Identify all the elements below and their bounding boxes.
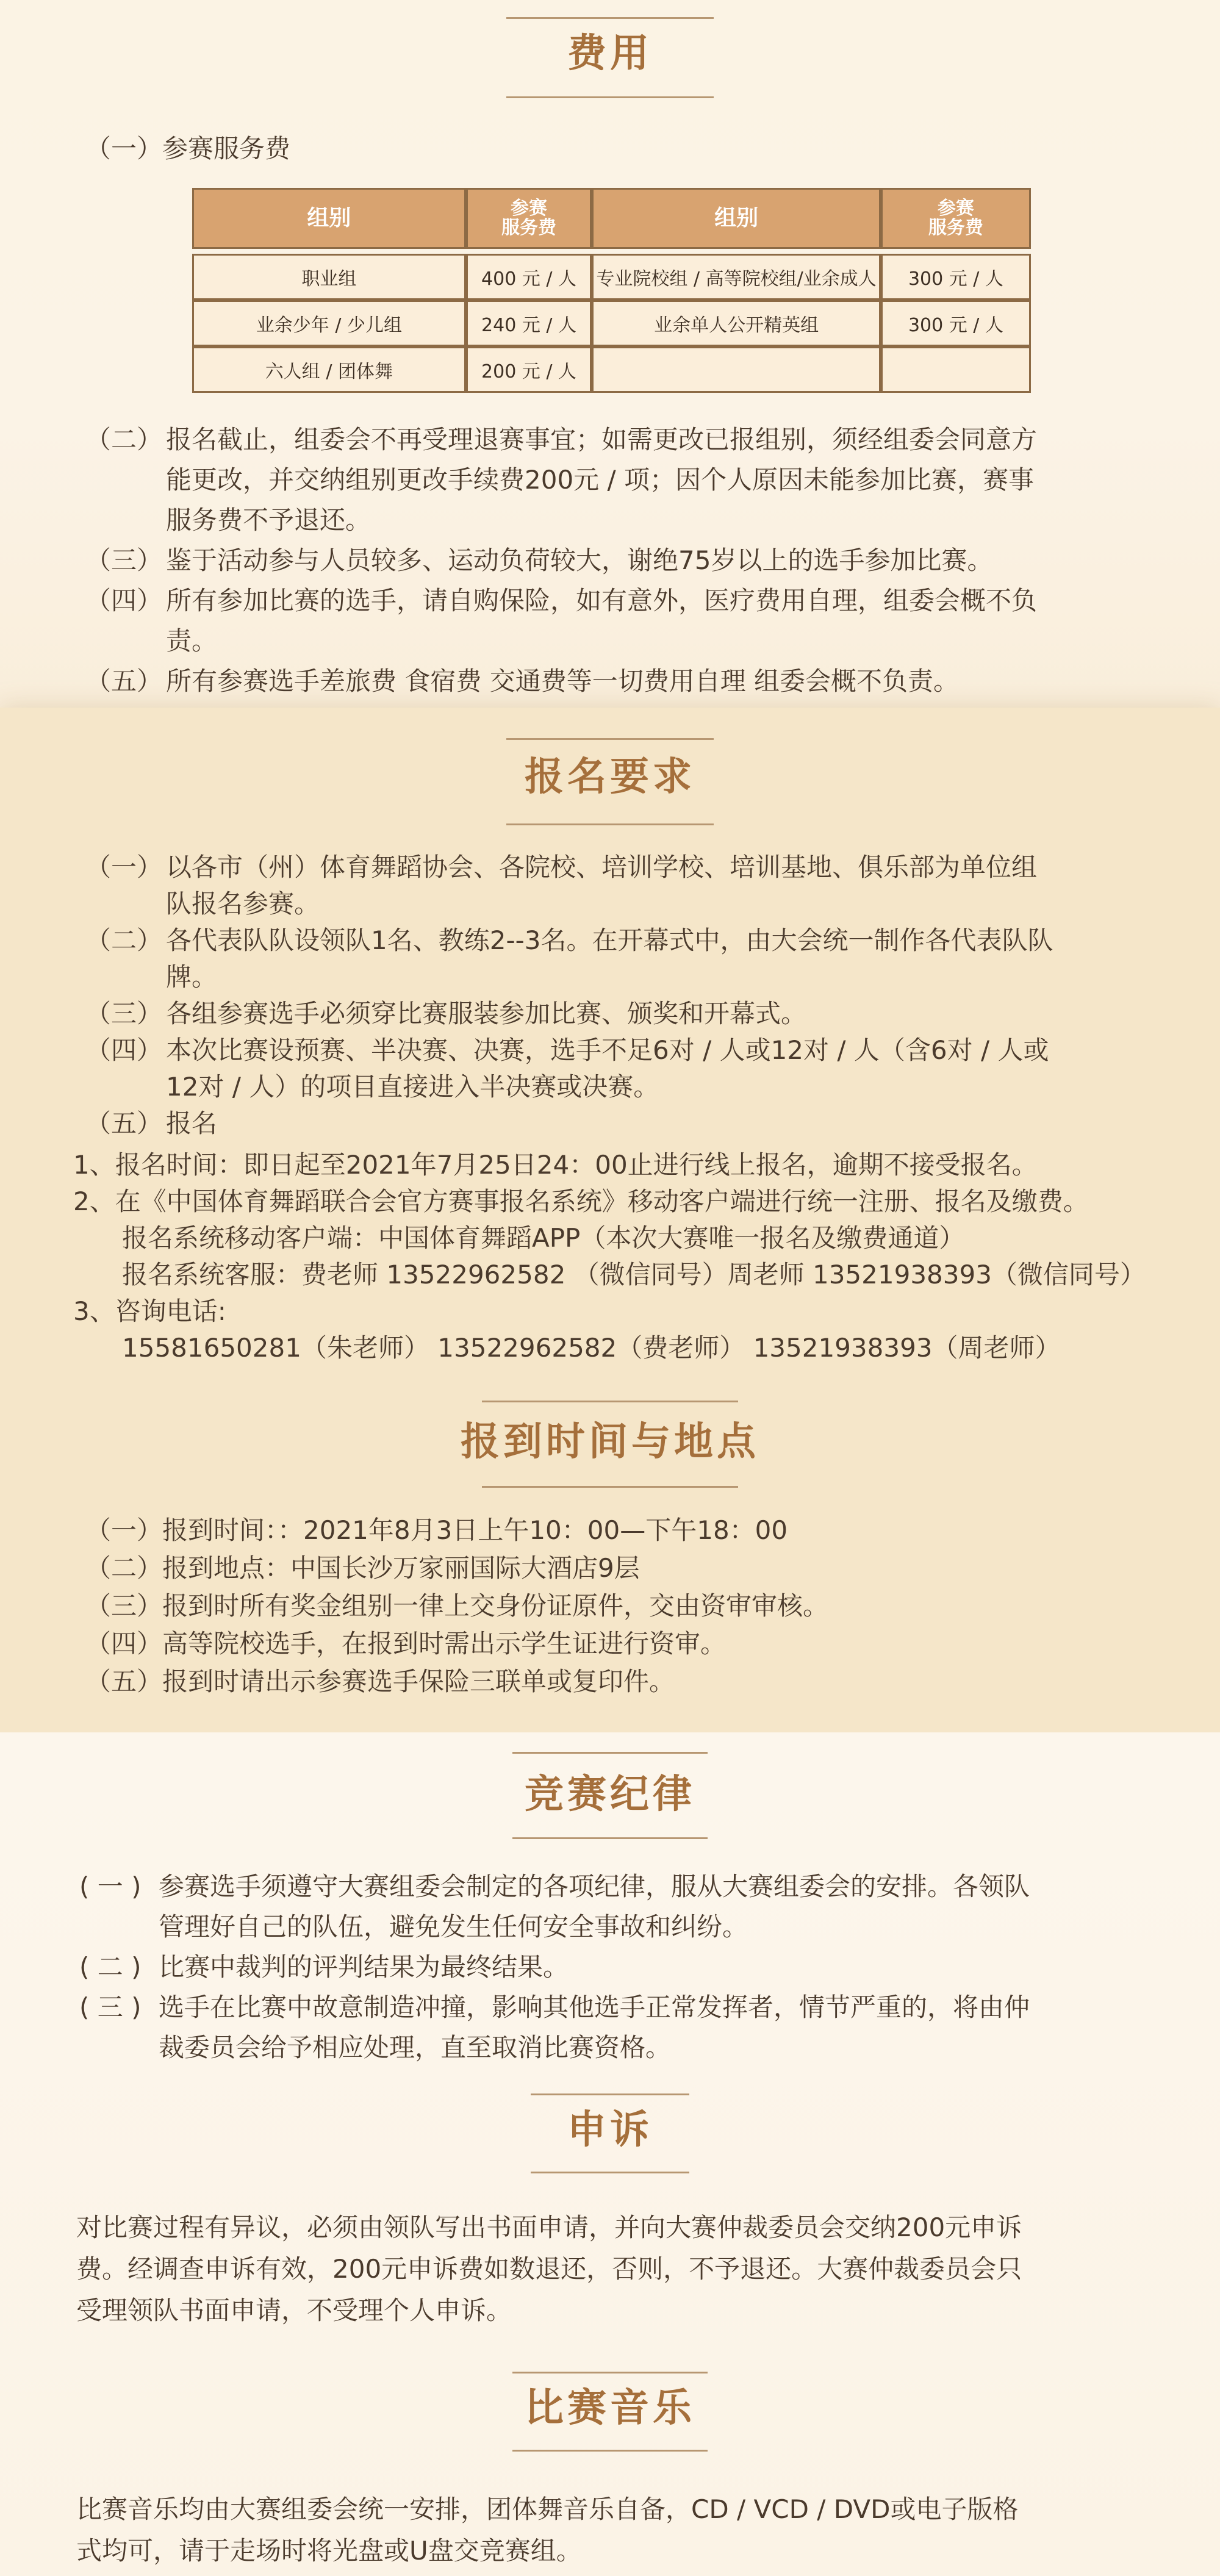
table-cell — [592, 346, 881, 393]
fee-col-group-1: 组别 — [192, 188, 466, 249]
fee-items — [85, 420, 1147, 701]
checkin-items — [85, 1512, 1147, 1701]
fee-col-fee-2: 参赛 服务费 — [881, 188, 1031, 249]
list-item: （一）报到时间：：2021年8月3日上午10：00—下午18：00 — [85, 1515, 788, 1545]
table-row — [192, 300, 1031, 346]
table-cell: 业余单人公开精英组 — [592, 300, 881, 346]
list-item: （四）高等院校选手，在报到时需出示学生证进行资审。 — [85, 1629, 727, 1659]
list-item: ( 二 ) 比赛中裁判的评判结果为最终结果。 — [79, 1952, 569, 1982]
appeal-title: 申诉 — [567, 2108, 653, 2153]
table-cell: 六人组 / 团体舞 — [192, 346, 466, 393]
fee-col-fee-1: 参赛 服务费 — [466, 188, 592, 249]
table-row — [192, 254, 1031, 300]
list-item: （五） 报名 — [85, 1108, 218, 1138]
fee-col-group-2: 组别 — [592, 188, 881, 249]
list-item: （四） 所有参加比赛的选手，请自购保险，如有意外，医疗费用自理，组委会概不负 责。 — [85, 586, 1038, 656]
signup-items — [85, 849, 1147, 1142]
signup-app: 报名系统移动客户端：中国体育舞蹈APP（本次大赛唯一报名及缴费通道） — [122, 1223, 965, 1253]
table-cell: 业余少年 / 少儿组 — [192, 300, 466, 346]
table-cell: 200 元 / 人 — [466, 346, 592, 393]
table-cell: 职业组 — [192, 254, 466, 300]
list-item: （二） 报名截止，组委会不再受理退赛事宜；如需更改已报组别，须经组委会同意方 能更改，并交纳组别更改手续费200元 / 项；因个人原因未能参加比赛，赛事 服务费不予退还。 — [85, 425, 1038, 535]
list-item: （三） 各组参赛选手必须穿比赛服装参加比赛、颁奖和开幕式。 — [85, 999, 807, 1028]
signup-sub — [73, 1147, 1171, 1366]
signup-system: 2、在《中国体育舞蹈联合会官方赛事报名系统》移动客户端进行统一注册、报名及缴费。 — [73, 1186, 1089, 1216]
list-item: ( 三 ) 选手在比赛中故意制造冲撞，影响其他选手正常发挥者，情节严重的，将由仲 裁委员会给予相应处理，直至取消比赛资格。 — [79, 1992, 1030, 2062]
list-item: （二） 各代表队队设领队1名、教练2--3名。在开幕式中，由大会统一制作各代表队队 牌。 — [85, 925, 1053, 992]
list-item: （四） 本次比赛设预赛、半决赛、决赛，选手不足6对 / 人或12对 / 人（含6对 / 人或 12对 / 人）的项目直接进入半决赛或决赛。 — [85, 1035, 1049, 1102]
signup-service: 报名系统客服：费老师 13522962582 （微信同号）周老师 13521938393（微信同号） — [122, 1260, 1146, 1290]
table-row — [192, 346, 1031, 393]
checkin-title: 报到时间与地点 — [461, 1419, 759, 1465]
list-item: （五） 所有参赛选手差旅费 食宿费 交通费等一切费用自理 组委会概不负责。 — [85, 666, 960, 696]
music-title: 比赛音乐 — [525, 2386, 695, 2431]
fee-table-header — [192, 188, 1031, 249]
list-item: （五）报到时请出示参赛选手保险三联单或复印件。 — [85, 1667, 675, 1696]
table-cell: 400 元 / 人 — [466, 254, 592, 300]
music-text: 比赛音乐均由大赛组委会统一安排，团体舞音乐自备，CD / VCD / DVD或电子版格 式均可，请于走场时将光盘或U盘交竞赛组。 — [76, 2494, 1019, 2566]
discipline-title: 竞赛纪律 — [525, 1772, 695, 1817]
list-item: （三）报到时所有奖金组别一律上交身份证原件，交由资审审核。 — [85, 1591, 829, 1621]
list-item: （三） 鉴于活动参与人员较多、运动负荷较大，谢绝75岁以上的选手参加比赛。 — [85, 545, 993, 575]
signup-phone-label: 3、咨询电话: — [73, 1296, 226, 1326]
table-cell: 专业院校组 / 高等院校组/业余成人 — [592, 254, 881, 300]
list-item: （二）报到地点：中国长沙万家丽国际大酒店9层 — [85, 1553, 640, 1583]
table-cell — [881, 346, 1031, 393]
appeal-text: 对比赛过程有异议，必须由领队写出书面申请，并向大赛仲裁委员会交纳200元申诉 费。经调查申诉有效，200元申诉费如数退还，否则，不予退还。大赛仲裁委员会只 受理领队书面申请，不受理个人申诉。 — [76, 2212, 1022, 2325]
fee-sub-1: （一）参赛服务费 — [85, 134, 291, 163]
list-item: （一） 以各市（州）体育舞蹈协会、各院校、培训学校、培训基地、俱乐部为单位组 队报名参赛。 — [85, 852, 1038, 919]
list-item: ( 一 ) 参赛选手须遵守大赛组委会制定的各项纪律，服从大赛组委会的安排。各领队 管理好自己的队伍，避免发生任何安全事故和纠纷。 — [79, 1871, 1030, 1942]
signup-time: 1、报名时间：即日起至2021年7月25日24：00止进行线上报名，逾期不接受报名。 — [73, 1150, 1038, 1180]
table-cell: 300 元 / 人 — [881, 300, 1031, 346]
signup-phones: 15581650281（朱老师） 13522962582（费老师） 13521938393（周老师） — [122, 1333, 1061, 1363]
fee-title: 费用 — [567, 31, 653, 76]
signup-title: 报名要求 — [525, 755, 695, 800]
discipline-items — [79, 1867, 1147, 2068]
table-cell: 240 元 / 人 — [466, 300, 592, 346]
fee-table — [192, 188, 1031, 393]
table-cell: 300 元 / 人 — [881, 254, 1031, 300]
